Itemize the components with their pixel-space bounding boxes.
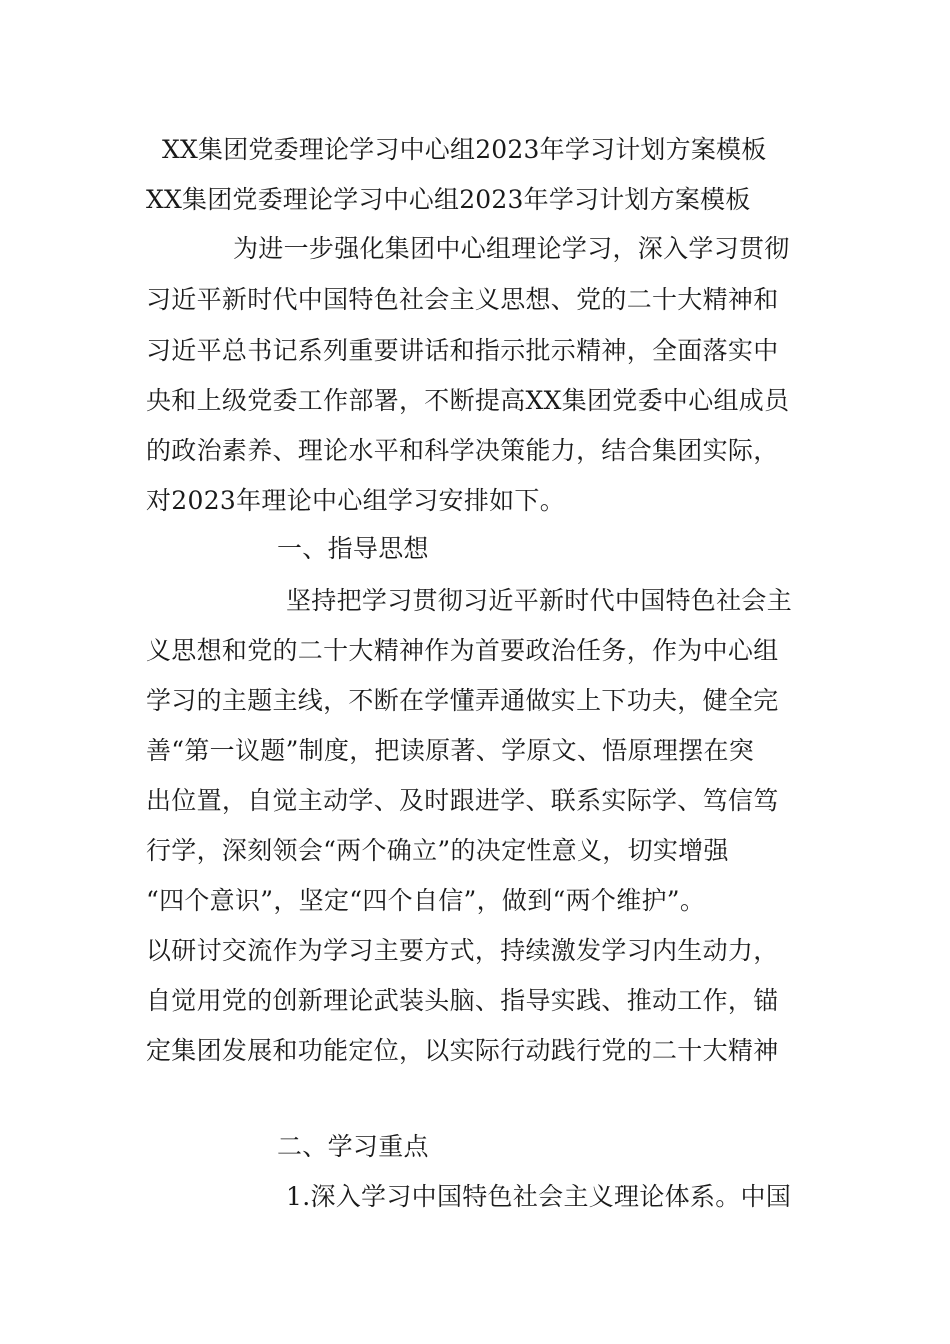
section-1-line-8: 以研讨交流作为学习主要方式，持续激发学习内生动力，: [146, 936, 779, 965]
section-1-line-4: 善“第一议题”制度，把读原著、学原文、悟原理摆在突: [146, 736, 755, 765]
section-1-line-3: 学习的主题主线，不断在学懂弄通做实上下功夫，健全完: [146, 686, 779, 715]
section-1-line-2: 义思想和党的二十大精神作为首要政治任务，作为中心组: [146, 636, 779, 665]
section-1-line-10: 定集团发展和功能定位，以实际行动践行党的二十大精神: [146, 1036, 779, 1065]
intro-line-3: 习近平总书记系列重要讲话和指示批示精神，全面落实中: [146, 336, 779, 365]
section-1-line-5: 出位置，自觉主动学、及时跟进学、联系实际学、笃信笃: [146, 786, 779, 815]
intro-line-6: 对2023年理论中心组学习安排如下。: [146, 486, 566, 515]
section-1-line-1: 坚持把学习贯彻习近平新时代中国特色社会主: [286, 586, 793, 615]
section-heading-study-focus: 二、学习重点: [277, 1132, 429, 1161]
section-2-item-1: 1.深入学习中国特色社会主义理论体系。中国: [286, 1182, 792, 1211]
section-1-line-7: “四个意识”，坚定“四个自信”，做到“两个维护”。: [146, 886, 706, 915]
section-1-line-9: 自觉用党的创新理论武装头脑、指导实践、推动工作，锚: [146, 986, 779, 1015]
document-title-repeat: XX集团党委理论学习中心组2023年学习计划方案模板: [146, 185, 751, 214]
intro-line-5: 的政治素养、理论水平和科学决策能力，结合集团实际，: [146, 436, 779, 465]
intro-line-1: 为进一步强化集团中心组理论学习，深入学习贯彻: [233, 234, 790, 263]
section-1-line-6: 行学，深刻领会“两个确立”的决定性意义，切实增强: [146, 836, 729, 865]
document-title: XX集团党委理论学习中心组2023年学习计划方案模板: [162, 135, 767, 164]
intro-line-2: 习近平新时代中国特色社会主义思想、党的二十大精神和: [146, 285, 779, 314]
section-heading-guiding-ideology: 一、指导思想: [277, 534, 429, 563]
intro-line-4: 央和上级党委工作部署，不断提高XX集团党委中心组成员: [146, 386, 790, 415]
